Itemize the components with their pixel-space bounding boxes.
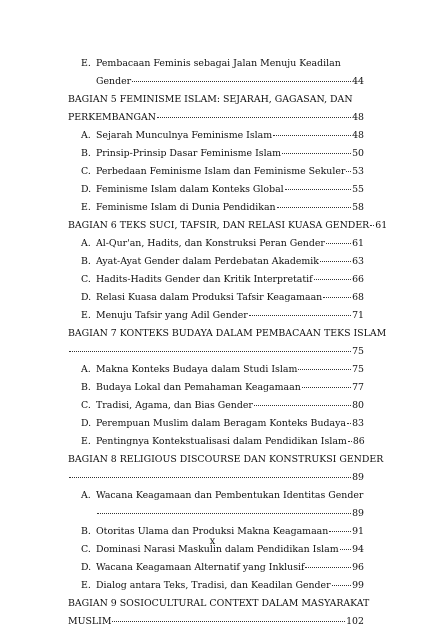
- toc-entry-title: Ayat-Ayat Gender dalam Perdebatan Akademik: [96, 256, 319, 267]
- toc-entry-title: BAGIAN 5 FEMINISME ISLAM: SEJARAH, GAGASAN, DAN: [68, 94, 353, 105]
- toc-entry-letter: E.: [81, 580, 91, 591]
- toc-entry-page: 86: [352, 436, 365, 447]
- toc-entry-page: 83: [352, 418, 364, 429]
- toc-entry-page: 102: [346, 616, 364, 627]
- toc-entry-page: 89: [352, 472, 364, 483]
- toc-entry-title: Pentingnya Kontekstualisasi dalam Pendidikan Islam: [96, 436, 347, 447]
- toc-entry-letter: E.: [81, 202, 91, 213]
- toc-chapter-entry: [68, 217, 388, 235]
- toc-leader-dots: [314, 273, 351, 280]
- toc-section-entry: [68, 361, 364, 379]
- toc-entry-title: Feminisme Islam di Dunia Pendidikan: [96, 202, 276, 213]
- toc-section-entry: [68, 433, 364, 451]
- toc-entry-page: 63: [352, 256, 364, 267]
- toc-entry-page: 91: [352, 526, 364, 537]
- toc-section-entry: [68, 397, 364, 415]
- toc-entry-title: Wacana Keagamaan dan Pembentukan Identitas Gender: [96, 490, 364, 501]
- toc-leader-dots: [112, 615, 345, 622]
- toc-entry-page: 61: [375, 220, 388, 231]
- toc-section-entry: [68, 505, 364, 523]
- toc-entry-letter: A.: [81, 130, 91, 141]
- toc-section-entry: [68, 55, 364, 73]
- toc-leader-dots: [347, 417, 351, 424]
- toc-entry-title: Wacana Keagamaan Alternatif yang Inklusif: [96, 562, 305, 573]
- toc-chapter-entry: [68, 91, 364, 109]
- toc-entry-letter: B.: [81, 148, 91, 159]
- toc-leader-dots: [332, 579, 351, 586]
- toc-entry-title: BAGIAN 6 TEKS SUCI, TAFSIR, DAN RELASI KUASA GENDER: [68, 220, 370, 231]
- toc-entry-letter: E.: [81, 310, 91, 321]
- toc-leader-dots: [305, 561, 351, 568]
- toc-entry-letter: A.: [81, 490, 91, 501]
- toc-entry-letter: A.: [81, 238, 91, 249]
- toc-entry-page: 80: [352, 400, 364, 411]
- toc-entry-letter: E.: [81, 436, 91, 447]
- toc-leader-dots: [320, 255, 351, 262]
- toc-entry-page: 48: [352, 112, 364, 123]
- toc-section-entry: [68, 379, 364, 397]
- toc-entry-title: Al-Qur'an, Hadits, dan Konstruksi Peran Gender: [96, 238, 325, 249]
- toc-entry-letter: B.: [81, 526, 91, 537]
- toc-leader-dots: [273, 129, 351, 136]
- toc-entry-page: 89: [352, 508, 364, 519]
- toc-entry-title: Tradisi, Agama, dan Bias Gender: [96, 400, 253, 411]
- toc-leader-dots: [302, 381, 351, 388]
- toc-leader-dots: [326, 237, 351, 244]
- toc-section-entry: [68, 487, 364, 505]
- toc-leader-dots: [97, 507, 351, 514]
- toc-section-entry: [68, 145, 364, 163]
- toc-leader-dots: [346, 165, 351, 172]
- toc-entry-page: 50: [352, 148, 364, 159]
- toc-entry-letter: C.: [81, 544, 91, 555]
- toc-entry-page: 71: [352, 310, 364, 321]
- toc-chapter-entry: [68, 469, 364, 487]
- toc-section-entry: [68, 199, 364, 217]
- toc-entry-letter: C.: [81, 166, 91, 177]
- toc-entry-letter: A.: [81, 364, 91, 375]
- toc-entry-page: 66: [352, 274, 364, 285]
- toc-section-entry: [68, 73, 364, 91]
- toc-entry-title: Makna Konteks Budaya dalam Studi Islam: [96, 364, 298, 375]
- toc-section-entry: [68, 271, 364, 289]
- toc-entry-title: Budaya Lokal dan Pemahaman Keagamaan: [96, 382, 301, 393]
- toc-entry-title: Gender: [96, 76, 132, 87]
- toc-entry-title: Relasi Kuasa dalam Produksi Tafsir Keagamaan: [96, 292, 323, 303]
- toc-chapter-entry: [68, 595, 370, 613]
- toc-section-entry: [68, 559, 364, 577]
- toc-entry-letter: C.: [81, 274, 91, 285]
- toc-section-entry: [68, 181, 364, 199]
- toc-leader-dots: [157, 111, 351, 118]
- toc-entry-page: 75: [352, 346, 364, 357]
- toc-entry-title: Hadits-Hadits Gender dan Kritik Interpretatif: [96, 274, 313, 285]
- toc-entry-title: Dialog antara Teks, Tradisi, dan Keadilan Gender: [96, 580, 331, 591]
- toc-entry-title: BAGIAN 7 KONTEKS BUDAYA DALAM PEMBACAAN TEKS ISLAM: [68, 328, 387, 339]
- toc-entry-letter: D.: [81, 418, 92, 429]
- toc-entry-title: Feminisme Islam dalam Konteks Global: [96, 184, 284, 195]
- toc-entry-page: 58: [352, 202, 364, 213]
- toc-leader-dots: [298, 363, 351, 370]
- toc-entry-title: Pembacaan Feminis sebagai Jalan Menuju Keadilan: [96, 58, 341, 69]
- toc-entry-title: BAGIAN 8 RELIGIOUS DISCOURSE DAN KONSTRUKSI GENDER: [68, 454, 384, 465]
- toc-entry-title: Perbedaan Feminisme Islam dan Feminisme Sekuler: [96, 166, 346, 177]
- toc-leader-dots: [370, 219, 374, 226]
- toc-entry-letter: D.: [81, 184, 92, 195]
- toc-leader-dots: [254, 399, 351, 406]
- toc-entry-title: Otoritas Ulama dan Produksi Makna Keagamaan: [96, 526, 329, 537]
- toc-leader-dots: [277, 201, 351, 208]
- toc-entry-title: Dominasi Narasi Maskulin dalam Pendidikan Islam: [96, 544, 339, 555]
- toc-chapter-entry: [68, 325, 387, 343]
- toc-entry-letter: D.: [81, 292, 92, 303]
- toc-entry-page: 96: [352, 562, 364, 573]
- toc-entry-page: 68: [352, 292, 364, 303]
- toc-section-entry: [68, 307, 364, 325]
- toc-entry-letter: D.: [81, 562, 92, 573]
- toc-section-entry: [68, 253, 364, 271]
- toc-leader-dots: [285, 183, 351, 190]
- toc-entry-page: 61: [352, 238, 364, 249]
- toc-chapter-entry: [68, 451, 384, 469]
- toc-entry-letter: B.: [81, 256, 91, 267]
- toc-entry-title: Menuju Tafsir yang Adil Gender: [96, 310, 248, 321]
- toc-entry-letter: E.: [81, 58, 91, 69]
- toc-leader-dots: [348, 435, 352, 442]
- toc-leader-dots: [132, 75, 351, 82]
- toc-entry-title: Perempuan Muslim dalam Beragam Konteks Budaya: [96, 418, 346, 429]
- toc-section-entry: [68, 163, 364, 181]
- toc-section-entry: [68, 415, 364, 433]
- toc-entry-title: Prinsip-Prinsip Dasar Feminisme Islam: [96, 148, 282, 159]
- toc-entry-page: 44: [352, 76, 364, 87]
- toc-leader-dots: [249, 309, 351, 316]
- toc-chapter-entry: [68, 109, 364, 127]
- toc-entry-page: 94: [352, 544, 364, 555]
- toc-leader-dots: [69, 345, 351, 352]
- toc-entry-page: 53: [352, 166, 364, 177]
- toc-entry-page: 77: [352, 382, 364, 393]
- toc-entry-title: MUSLIM: [68, 616, 112, 627]
- toc-chapter-entry: [68, 343, 364, 361]
- toc-entry-title: Sejarah Munculnya Feminisme Islam: [96, 130, 273, 141]
- toc-entry-title: BAGIAN 9 SOSIOCULTURAL CONTEXT DALAM MASYARAKAT: [68, 598, 370, 609]
- toc-entry-page: 99: [352, 580, 364, 591]
- toc-section-entry: [68, 127, 364, 145]
- toc-entry-letter: C.: [81, 400, 91, 411]
- toc-section-entry: [68, 289, 364, 307]
- page-number: x: [209, 536, 216, 547]
- toc-leader-dots: [323, 291, 351, 298]
- toc-section-entry: [68, 577, 364, 595]
- toc-section-entry: [68, 235, 364, 253]
- toc-entry-page: 75: [352, 364, 364, 375]
- toc-leader-dots: [282, 147, 351, 154]
- toc-leader-dots: [69, 471, 351, 478]
- toc-entry-title: PERKEMBANGAN: [68, 112, 156, 123]
- toc-chapter-entry: [68, 613, 364, 631]
- toc-entry-page: 48: [352, 130, 364, 141]
- toc-leader-dots: [329, 525, 351, 532]
- toc-entry-letter: B.: [81, 382, 91, 393]
- toc-entry-page: 55: [352, 184, 364, 195]
